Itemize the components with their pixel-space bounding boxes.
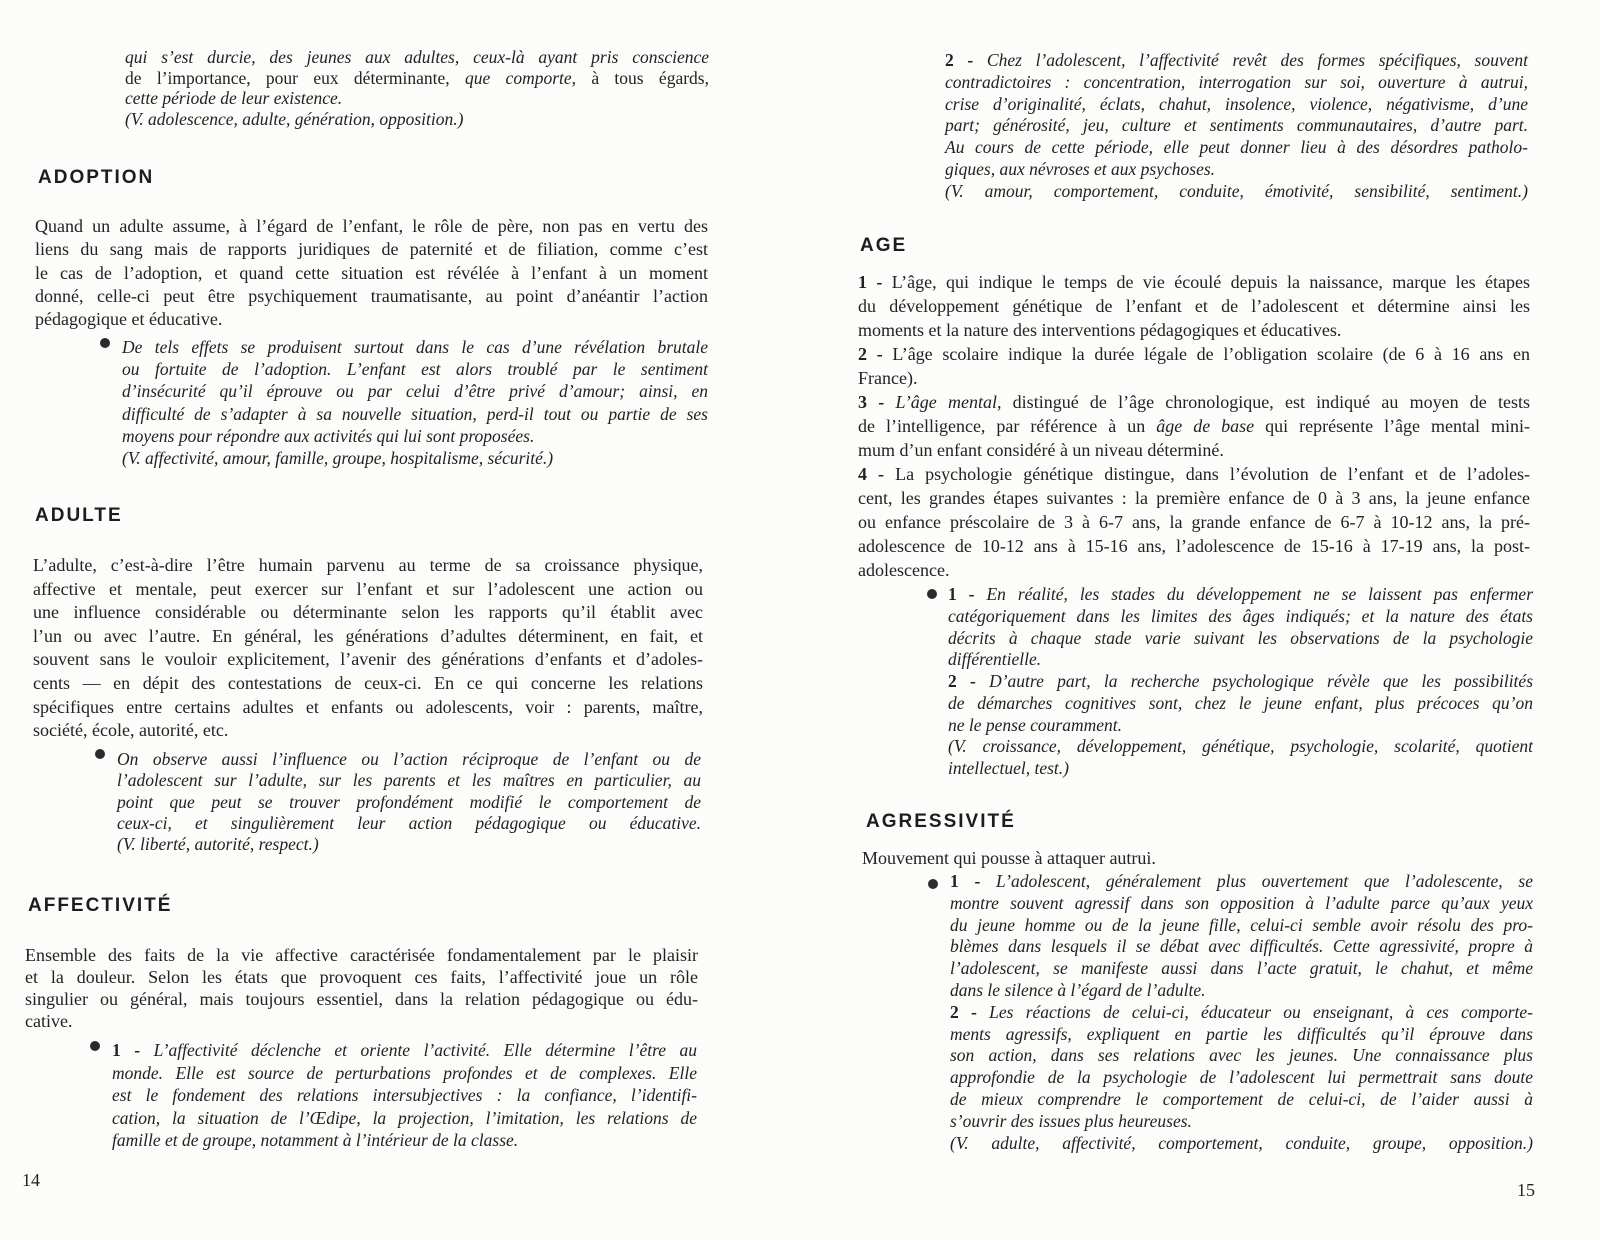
text-line [112,1039,697,1062]
text-line: montre souvent agressif dans son opposition à l’adulte parce qu’aux yeux [950,892,1533,913]
text-line [948,584,1533,606]
bullet-icon [927,589,937,599]
page-number: 15 [1517,1180,1535,1200]
text-line [858,390,1530,414]
text-line: Quand un adulte assume, à l’égard de l’enfant, le rôle de père, non pas en vertu des [35,216,708,236]
text-segment: L’affectivité déclenche et oriente l’activité. Elle détermine l’être au [153,1040,697,1060]
text-line: souvent sans le vouloir explicitement, l’avenir des générations d’enfants et d’adoles- [33,649,703,670]
text-line: De tels effets se produisent surtout dans le cas d’une révélation brutale [122,337,708,357]
text-line [950,1002,1533,1024]
text-line: une influence considérable ou déterminante selon les rapports qu’il établit avec [33,602,703,623]
text-line: ou fortuite de l’adoption. L’enfant est alors troublé par le sentiment [122,359,708,380]
continuation-note [945,50,1528,203]
entry-heading: AGE [860,235,908,256]
text-line [858,462,1530,486]
note-block [117,749,701,855]
text-line [858,342,1530,366]
item-number: 1 - [858,272,892,292]
text-line [858,270,1530,294]
text-line: blèmes dans lesquels il se débat avec difficultés. Cette agressivité, propre à [950,936,1533,957]
text-line: ments agressifs, expliquent en partie les difficultés qu’il éprouve dans [950,1023,1533,1044]
definition-paragraph [35,215,708,331]
entry-heading: ADOPTION [38,167,155,188]
text-line: L’adulte, c’est-à-dire l’être humain parvenu au terme de sa croissance physique, [33,555,703,575]
text-line: difficulté de s’adapter à sa nouvelle situation, perd-il tout ou partie de ses [122,403,708,424]
item-number: 2 - [950,1001,990,1022]
text-line: ceux-ci, et singulièrement leur action pédagogique ou éducative. [117,812,701,833]
note-block [948,584,1533,780]
entry-heading: ADULTE [35,505,123,526]
text-line: est le fondement des relations intersubjectives : la confiance, l’identifi- [112,1085,697,1105]
text-line: adolescence de 10-12 ans à 15-16 ans, l’adolescence de 15-16 à 17-19 ans, la post- [858,536,1530,556]
text-line: l’adolescent, se manifeste aussi dans l’acte gratuit, le chahut, et même [950,958,1533,979]
text-line: son action, dans ses relations avec les jeunes. Une connaissance plus [950,1045,1533,1066]
note-block [112,1039,697,1152]
text-line [948,671,1533,693]
bullet-icon [95,749,105,759]
text-line: l’adolescent sur l’adulte, sur les parents et les maîtres en particulier, au [117,770,701,791]
text-segment: de l’intelligence, par référence à un [858,416,1157,436]
text-line: et la douleur. Selon les états que provoquent ces faits, l’affectivité joue un rôle [25,967,698,987]
text-line: liens du sang mais de rapports juridiques de paternité et de filiation, comme c’est [35,239,708,260]
text-segment: Chez l’adolescent, l’affectivité revêt des formes spécifiques, souvent [986,50,1529,70]
text-segment: de l’importance, pour eux déterminante, [125,67,465,88]
text-line: Mouvement qui pousse à attaquer autrui. [862,848,1156,868]
see-also-references: (V. adulte, affectivité, comportement, conduite, groupe, opposition.) [950,1132,1533,1153]
text-line: ne le pense couramment. [948,714,1122,735]
text-line [125,68,709,89]
text-segment: L’âge, qui indique le temps de vie écoulé depuis la naissance, marque les étapes [891,272,1530,292]
see-also-references: (V. adolescence, adulte, génération, opposition.) [125,109,464,130]
text-line: cative. [25,1011,73,1031]
item-number: 2 - [858,344,893,364]
text-segment: En réalité, les stades du développement ne se laissent pas enfermer [986,584,1534,604]
page-number: 14 [22,1170,40,1190]
item-number: 4 - [858,464,896,484]
text-line: différentielle. [948,649,1042,670]
text-line: s’ouvrir des issues plus heureuses. [950,1110,1192,1131]
item-number: 2 - [948,671,990,691]
text-line: monde. Elle est source de perturbations profondes et de complexes. Elle [112,1062,697,1083]
text-line: de mieux comprendre le comportement de celui-ci, de l’aider aussi à [950,1088,1533,1109]
text-line: dans le silence à l’égard de l’adulte. [950,979,1206,1000]
text-line: famille et de groupe, notamment à l’intérieur de la classe. [112,1130,519,1150]
definition-paragraph [33,554,703,743]
text-line: cents — en dépit des contestations de ceux-ci. En ce qui concerne les relations [33,672,703,693]
item-number: 1 - [950,871,997,891]
text-line: l’un ou avec l’autre. En général, les générations d’adultes déterminent, en fait, et [33,625,703,646]
text-line: giques, aux névroses et aux psychoses. [945,158,1216,179]
bullet-icon [928,879,938,889]
text-line: crise d’originalité, éclats, chahut, insolence, violence, négativisme, d’une [945,93,1528,114]
text-line: adolescence. [858,560,950,580]
right-page [800,0,1600,1240]
text-line: du jeune homme ou de la jeune fille, celui-ci semble avoir résolu des pro- [950,914,1533,935]
emphasis: âge de base [1156,416,1255,436]
text-line: catégoriquement dans les limites des âges indiqués; et la nature des états [948,605,1533,626]
text-line: contradictoires : concentration, interrogation sur soi, ouverture à autrui, [945,71,1528,92]
text-line: le cas de l’adoption, et quand cette situation est révélée à l’enfant à un moment [35,262,708,283]
see-also-references: (V. amour, comportement, conduite, émotivité, sensibilité, sentiment.) [945,180,1528,201]
entry-heading: AGRESSIVITÉ [866,811,1016,832]
emphasis: que comporte [464,67,572,88]
text-line: On observe aussi l’influence ou l’action réciproque de l’enfant ou de [117,749,701,769]
text-line: pédagogique et éducative. [35,309,223,330]
emphasis: L’âge mental [895,392,997,412]
entry-heading: AFFECTIVITÉ [28,895,173,916]
text-segment: L’adolescent, généralement plus ouvertement que l’adolescente, se [996,871,1533,891]
item-number: 1 - [948,584,987,604]
see-also-references: (V. croissance, développement, génétique, psychologie, scolarité, quotient [948,736,1533,757]
definition-paragraph [862,846,1534,870]
text-line: moments et la nature des interventions pédagogiques et éducatives. [858,320,1342,340]
bullet-icon [100,338,110,348]
text-line: cette période de leur existence. [125,88,343,109]
text-line: décrits à chaque stade varie suivant les observations de la psychologie [948,627,1533,648]
text-line: singulier ou général, mais toujours essentiel, dans la relation pédagogique ou édu- [25,989,698,1009]
text-segment: La psychologie génétique distingue, dans l’évolution de l’enfant et de l’adoles- [895,464,1530,484]
text-line: mum d’un enfant considéré à un niveau déterminé. [858,440,1224,460]
text-line [950,871,1533,893]
text-segment: , distingué de l’âge chronologique, est indiqué au moyen de tests [996,392,1530,412]
text-line: part; générosité, jeu, culture et sentiments communautaires, d’autre part. [945,115,1528,136]
item-number: 1 - [112,1040,154,1060]
note-block [950,871,1533,1154]
note-block [122,336,708,469]
text-segment: D’autre part, la recherche psychologique révèle que les possibilités [989,671,1533,691]
continuation-note [125,47,709,130]
text-line: donné, celle-ci peut être psychiquement traumatisante, au point d’anéantir l’action [35,285,708,306]
text-line: du développement génétique de l’enfant et de l’adolescent et détermine ainsi les [858,296,1530,316]
text-line [945,50,1528,72]
text-segment: L’âge scolaire indique la durée légale de l’obligation scolaire (de 6 à 16 ans en [892,344,1530,364]
text-line: moyens pour répondre aux activités qui lui sont proposées. [122,425,535,446]
text-line: cation, la situation de l’Œdipe, la projection, l’imitation, les relations de [112,1107,697,1128]
bullet-icon [90,1041,100,1051]
definition-paragraph [858,270,1530,582]
item-number: 2 - [945,50,987,70]
text-segment: , à tous égards, [571,67,709,88]
text-line: société, école, autorité, etc. [33,720,229,741]
text-line: ou enfance préscolaire de 3 à 6-7 ans, la grande enfance de 6-7 à 10-12 ans, la pré- [858,512,1530,532]
item-number: 3 - [858,392,896,412]
text-segment: qui représente l’âge mental mini- [1254,416,1530,436]
text-line: affective et mentale, peut exercer sur l’enfant et sur l’adolescent une action ou [33,578,703,599]
definition-paragraph [25,944,698,1032]
text-line: qui s’est durcie, des jeunes aux adultes, ceux-là ayant pris conscience [125,47,709,67]
text-line: Au cours de cette période, elle peut donner lieu à des désordres patholo- [945,137,1528,158]
text-line: d’insécurité qu’il éprouve ou par celui d’être privé d’amour; ainsi, en [122,381,708,402]
text-line: approfondie de la psychologie de l’adolescent lui permettrait sans doute [950,1067,1533,1088]
text-line: Ensemble des faits de la vie affective caractérisée fondamentalement par le plaisir [25,945,698,965]
text-line [858,414,1530,438]
text-line: France). [858,368,918,388]
text-segment: Les réactions de celui-ci, éducateur ou enseignant, à ces comporte- [989,1001,1534,1022]
text-line: cent, les grandes étapes suivantes : la première enfance de 0 à 3 ans, la jeune enfance [858,488,1530,508]
see-also-references: (V. affectivité, amour, famille, groupe, hospitalisme, sécurité.) [122,448,554,469]
see-also-references: (V. liberté, autorité, respect.) [117,834,319,854]
text-line: de démarches cognitives sont, chez le jeune enfant, plus précoces qu’on [948,692,1533,713]
text-line: point que peut se trouver profondément modifié le comportement de [117,791,701,812]
see-also-references: intellectuel, test.) [948,758,1069,778]
text-line: spécifiques entre certains adultes et enfants ou adolescents, voir : parents, maître, [33,696,703,717]
